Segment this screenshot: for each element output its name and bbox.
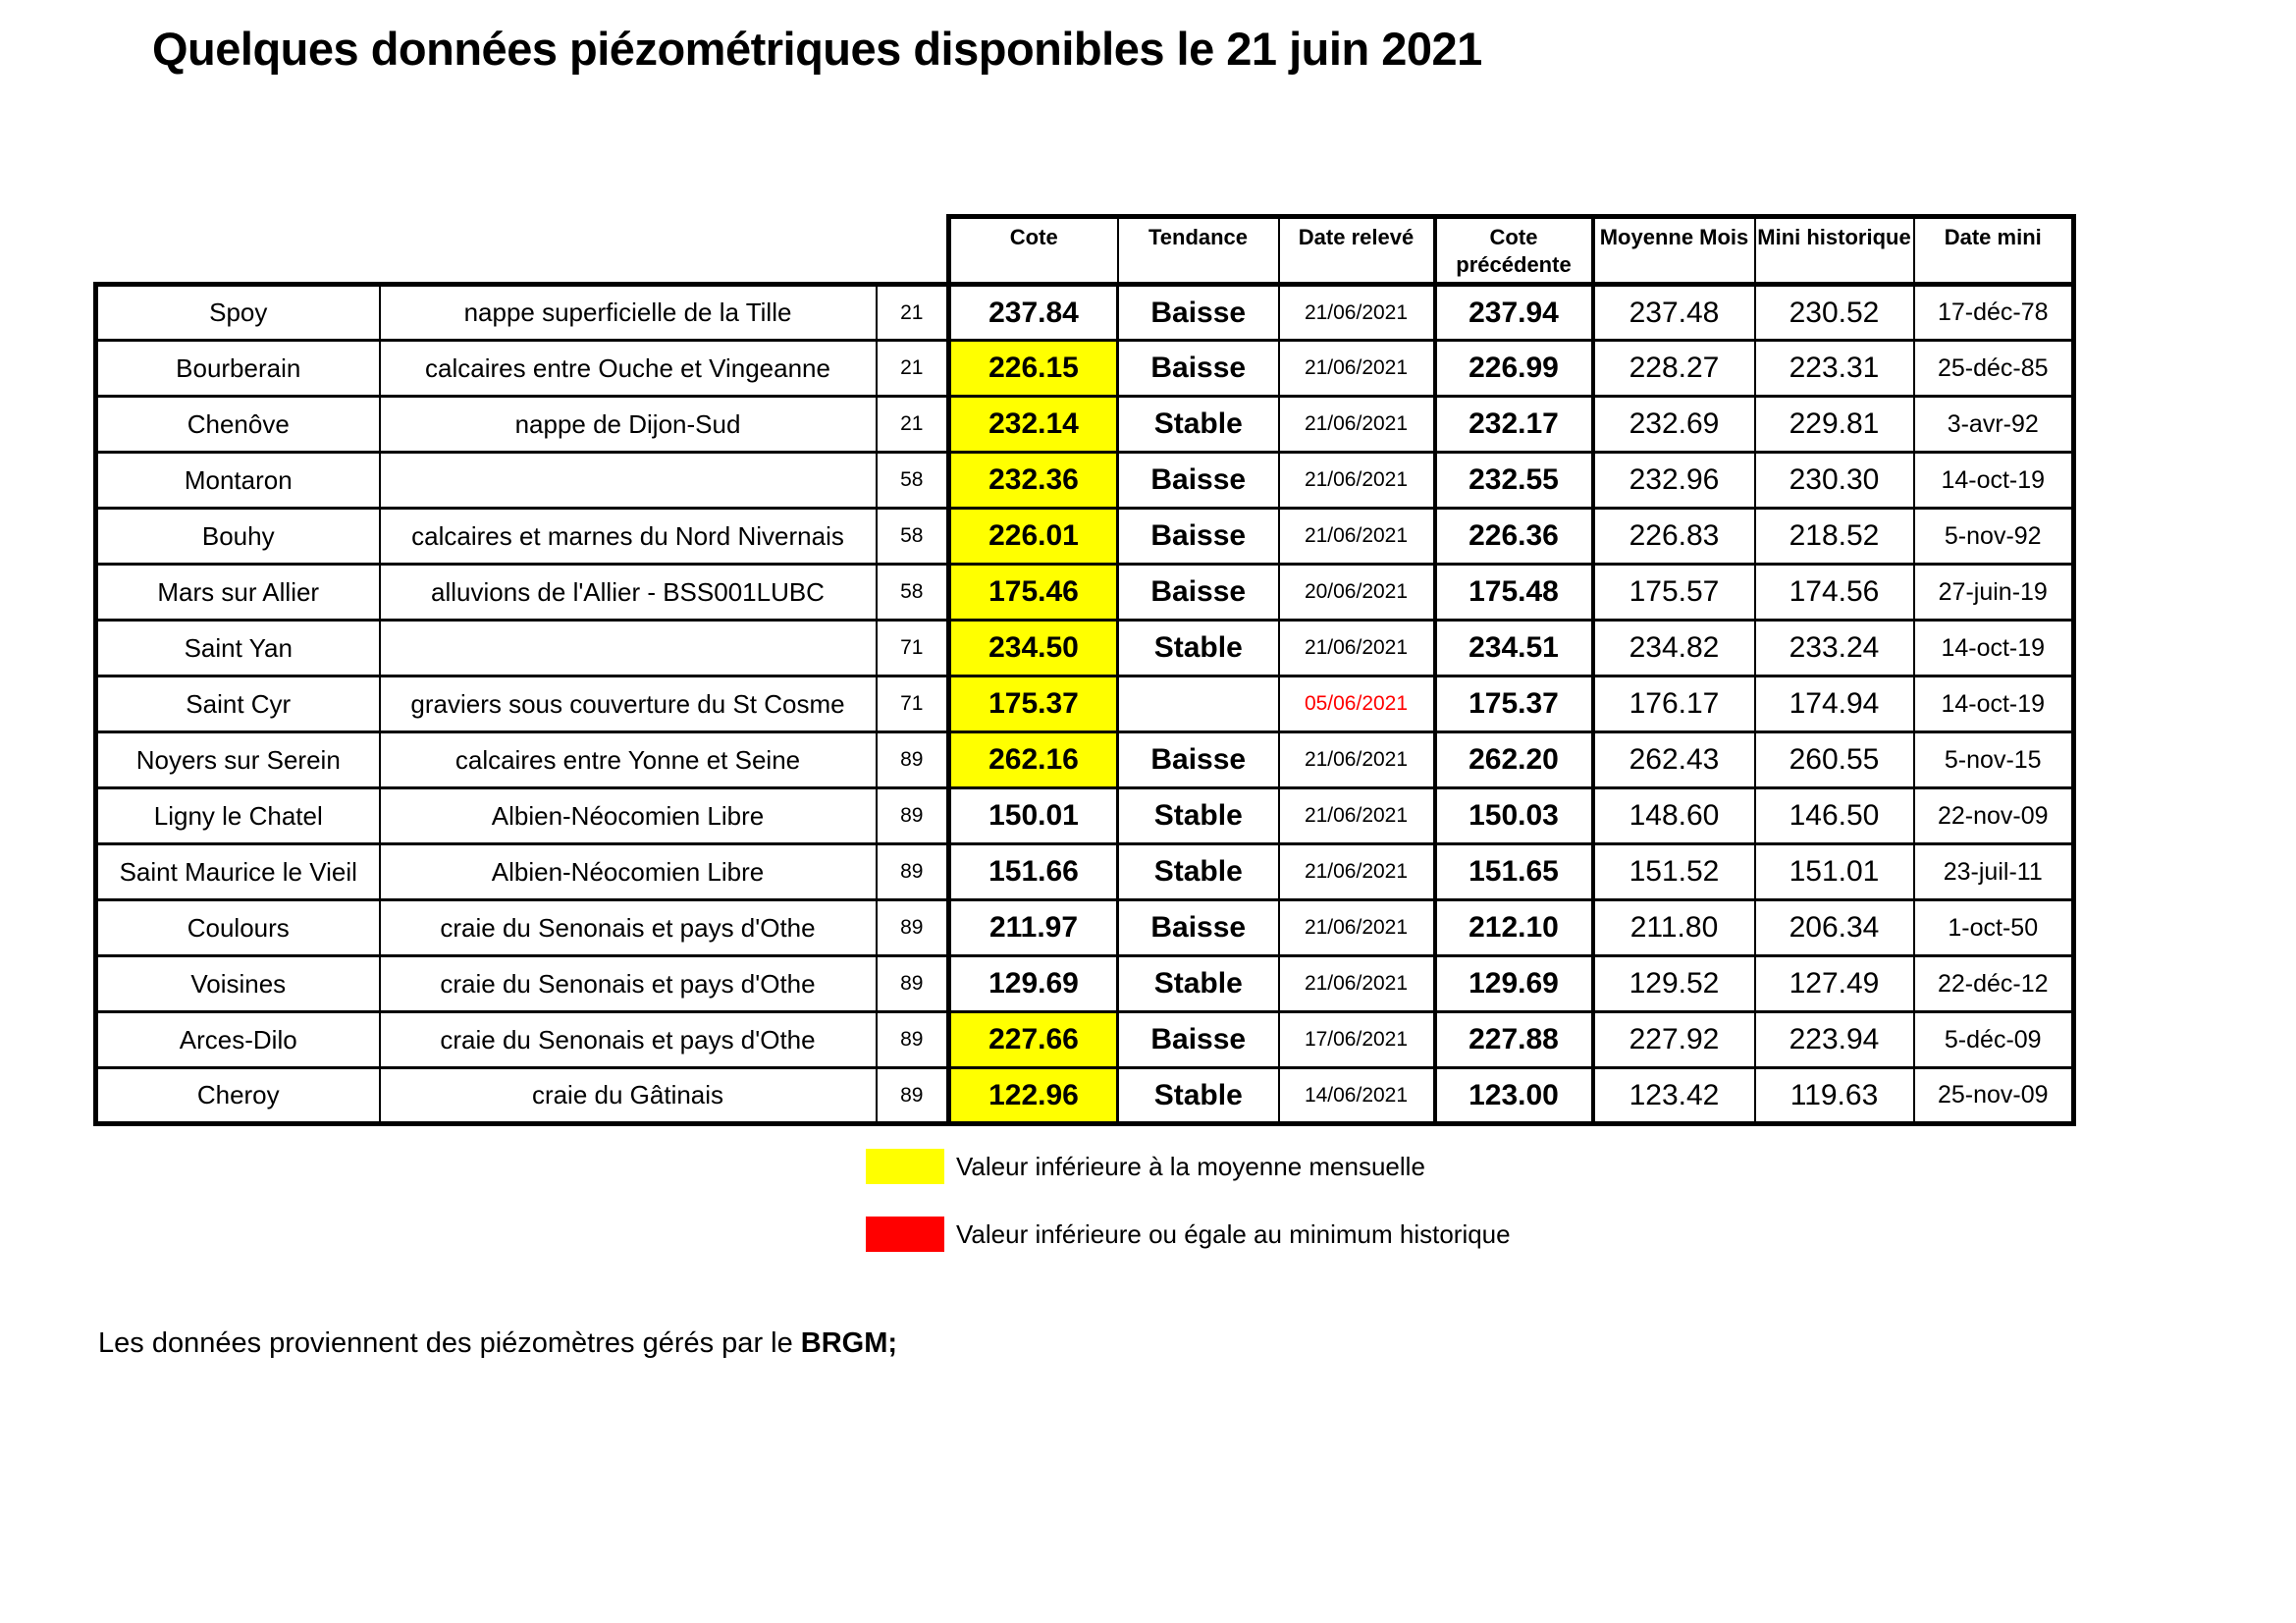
footer-brgm: BRGM; [800,1327,898,1359]
moyenne-mois-cell: 234.82 [1593,621,1755,676]
cote-cell: 227.66 [949,1012,1118,1068]
legend-color-swatch [866,1149,944,1184]
date-releve-cell: 21/06/2021 [1279,397,1435,453]
aquifer-cell: craie du Senonais et pays d'Othe [380,900,877,956]
mini-historique-cell: 233.24 [1755,621,1914,676]
moyenne-mois-cell: 232.96 [1593,453,1755,509]
table-header [96,217,2074,285]
page-title: Quelques données piézométriques disponibles le 21 juin 2021 [152,23,1482,75]
mini-historique-cell: 223.94 [1755,1012,1914,1068]
department-cell: 89 [877,900,949,956]
cote-cell: 175.37 [949,676,1118,732]
station-cell: Ligny le Chatel [96,788,380,844]
moyenne-mois-cell: 148.60 [1593,788,1755,844]
moyenne-mois-cell: 176.17 [1593,676,1755,732]
aquifer-cell: calcaires entre Yonne et Seine [380,732,877,788]
header-mini-historique: Mini historique [1755,217,1914,285]
tendance-cell: Baisse [1118,565,1279,621]
moyenne-mois-cell: 228.27 [1593,341,1755,397]
tendance-cell: Baisse [1118,341,1279,397]
table-row [96,732,2074,788]
mini-historique-cell: 206.34 [1755,900,1914,956]
moyenne-mois-cell: 237.48 [1593,285,1755,341]
date-releve-cell: 05/06/2021 [1279,676,1435,732]
moyenne-mois-cell: 123.42 [1593,1068,1755,1124]
date-releve-cell: 21/06/2021 [1279,900,1435,956]
cote-precedente-cell: 232.17 [1435,397,1593,453]
aquifer-cell: craie du Gâtinais [380,1068,877,1124]
table-row [96,900,2074,956]
date-releve-cell: 21/06/2021 [1279,453,1435,509]
cote-cell: 226.01 [949,509,1118,565]
cote-precedente-cell: 237.94 [1435,285,1593,341]
aquifer-cell [380,621,877,676]
aquifer-cell: graviers sous couverture du St Cosme [380,676,877,732]
date-mini-cell: 3-avr-92 [1914,397,2074,453]
table-row [96,956,2074,1012]
station-cell: Voisines [96,956,380,1012]
station-cell: Saint Maurice le Vieil [96,844,380,900]
date-mini-cell: 5-nov-15 [1914,732,2074,788]
tendance-cell: Baisse [1118,285,1279,341]
aquifer-cell: nappe de Dijon-Sud [380,397,877,453]
department-cell: 58 [877,453,949,509]
date-releve-cell: 21/06/2021 [1279,732,1435,788]
mini-historique-cell: 119.63 [1755,1068,1914,1124]
department-cell: 58 [877,565,949,621]
date-mini-cell: 14-oct-19 [1914,676,2074,732]
table-row [96,397,2074,453]
header-date-releve: Date relevé [1279,217,1435,285]
cote-precedente-cell: 150.03 [1435,788,1593,844]
date-mini-cell: 25-nov-09 [1914,1068,2074,1124]
cote-cell: 226.15 [949,341,1118,397]
tendance-cell: Stable [1118,956,1279,1012]
department-cell: 89 [877,844,949,900]
table-row [96,676,2074,732]
table-row [96,453,2074,509]
moyenne-mois-cell: 151.52 [1593,844,1755,900]
station-cell: Mars sur Allier [96,565,380,621]
table-row [96,844,2074,900]
date-releve-cell: 21/06/2021 [1279,844,1435,900]
date-releve-cell: 14/06/2021 [1279,1068,1435,1124]
department-cell: 58 [877,509,949,565]
table-row [96,285,2074,341]
cote-precedente-cell: 212.10 [1435,900,1593,956]
station-cell: Chenôve [96,397,380,453]
department-cell: 21 [877,285,949,341]
department-cell: 71 [877,676,949,732]
cote-cell: 211.97 [949,900,1118,956]
cote-precedente-cell: 227.88 [1435,1012,1593,1068]
station-cell: Cheroy [96,1068,380,1124]
tendance-cell [1118,676,1279,732]
cote-precedente-cell: 129.69 [1435,956,1593,1012]
cote-cell: 151.66 [949,844,1118,900]
header-cote: Cote [949,217,1118,285]
aquifer-cell: Albien-Néocomien Libre [380,788,877,844]
aquifer-cell: craie du Senonais et pays d'Othe [380,956,877,1012]
station-cell: Bouhy [96,509,380,565]
station-cell: Saint Cyr [96,676,380,732]
aquifer-cell: Albien-Néocomien Libre [380,844,877,900]
date-releve-cell: 21/06/2021 [1279,788,1435,844]
tendance-cell: Baisse [1118,1012,1279,1068]
mini-historique-cell: 230.52 [1755,285,1914,341]
department-cell: 71 [877,621,949,676]
table-row [96,788,2074,844]
aquifer-cell: nappe superficielle de la Tille [380,285,877,341]
date-mini-cell: 27-juin-19 [1914,565,2074,621]
header-cote-precedente: Cote précédente [1435,217,1593,285]
date-mini-cell: 1-oct-50 [1914,900,2074,956]
header-spacer [96,217,949,285]
department-cell: 21 [877,341,949,397]
tendance-cell: Baisse [1118,900,1279,956]
date-releve-cell: 17/06/2021 [1279,1012,1435,1068]
department-cell: 89 [877,1012,949,1068]
table-body [96,285,2074,1124]
piezometric-table [93,214,2076,1126]
date-mini-cell: 22-déc-12 [1914,956,2074,1012]
cote-precedente-cell: 175.48 [1435,565,1593,621]
date-mini-cell: 14-oct-19 [1914,453,2074,509]
mini-historique-cell: 146.50 [1755,788,1914,844]
department-cell: 89 [877,956,949,1012]
moyenne-mois-cell: 129.52 [1593,956,1755,1012]
station-cell: Arces-Dilo [96,1012,380,1068]
department-cell: 21 [877,397,949,453]
cote-cell: 262.16 [949,732,1118,788]
table-row [96,509,2074,565]
cote-cell: 122.96 [949,1068,1118,1124]
footer-text: Les données proviennent des piézomètres gérés par le [98,1327,801,1359]
legend-label: Valeur inférieure ou égale au minimum historique [956,1218,1511,1249]
moyenne-mois-cell: 226.83 [1593,509,1755,565]
date-releve-cell: 21/06/2021 [1279,621,1435,676]
tendance-cell: Baisse [1118,732,1279,788]
legend [866,1149,1511,1252]
legend-row [866,1149,1511,1184]
cote-precedente-cell: 226.99 [1435,341,1593,397]
header-date-mini: Date mini [1914,217,2074,285]
cote-cell: 150.01 [949,788,1118,844]
piezometric-table-wrap [93,214,2076,1126]
cote-cell: 175.46 [949,565,1118,621]
legend-color-swatch [866,1217,944,1252]
mini-historique-cell: 151.01 [1755,844,1914,900]
mini-historique-cell: 174.56 [1755,565,1914,621]
aquifer-cell: calcaires et marnes du Nord Nivernais [380,509,877,565]
aquifer-cell [380,453,877,509]
moyenne-mois-cell: 227.92 [1593,1012,1755,1068]
footer-note [98,1327,897,1360]
moyenne-mois-cell: 232.69 [1593,397,1755,453]
station-cell: Saint Yan [96,621,380,676]
aquifer-cell: craie du Senonais et pays d'Othe [380,1012,877,1068]
tendance-cell: Baisse [1118,453,1279,509]
date-releve-cell: 21/06/2021 [1279,509,1435,565]
station-cell: Bourberain [96,341,380,397]
cote-cell: 237.84 [949,285,1118,341]
date-releve-cell: 21/06/2021 [1279,285,1435,341]
cote-precedente-cell: 151.65 [1435,844,1593,900]
department-cell: 89 [877,732,949,788]
cote-cell: 232.36 [949,453,1118,509]
legend-label: Valeur inférieure à la moyenne mensuelle [956,1151,1425,1181]
cote-precedente-cell: 234.51 [1435,621,1593,676]
date-mini-cell: 25-déc-85 [1914,341,2074,397]
table-row [96,341,2074,397]
date-mini-cell: 22-nov-09 [1914,788,2074,844]
date-mini-cell: 14-oct-19 [1914,621,2074,676]
cote-cell: 234.50 [949,621,1118,676]
mini-historique-cell: 127.49 [1755,956,1914,1012]
mini-historique-cell: 260.55 [1755,732,1914,788]
date-mini-cell: 23-juil-11 [1914,844,2074,900]
table-header-row [96,217,2074,285]
mini-historique-cell: 230.30 [1755,453,1914,509]
date-releve-cell: 21/06/2021 [1279,341,1435,397]
table-row [96,1068,2074,1124]
aquifer-cell: alluvions de l'Allier - BSS001LUBC [380,565,877,621]
tendance-cell: Stable [1118,1068,1279,1124]
cote-precedente-cell: 262.20 [1435,732,1593,788]
table-row [96,565,2074,621]
cote-precedente-cell: 226.36 [1435,509,1593,565]
tendance-cell: Baisse [1118,509,1279,565]
cote-precedente-cell: 123.00 [1435,1068,1593,1124]
station-cell: Coulours [96,900,380,956]
cote-precedente-cell: 175.37 [1435,676,1593,732]
tendance-cell: Stable [1118,621,1279,676]
header-tendance: Tendance [1118,217,1279,285]
department-cell: 89 [877,1068,949,1124]
date-releve-cell: 20/06/2021 [1279,565,1435,621]
date-releve-cell: 21/06/2021 [1279,956,1435,1012]
table-row [96,1012,2074,1068]
tendance-cell: Stable [1118,844,1279,900]
cote-precedente-cell: 232.55 [1435,453,1593,509]
date-mini-cell: 5-nov-92 [1914,509,2074,565]
mini-historique-cell: 229.81 [1755,397,1914,453]
moyenne-mois-cell: 175.57 [1593,565,1755,621]
moyenne-mois-cell: 262.43 [1593,732,1755,788]
mini-historique-cell: 174.94 [1755,676,1914,732]
legend-row [866,1217,1511,1252]
moyenne-mois-cell: 211.80 [1593,900,1755,956]
date-mini-cell: 17-déc-78 [1914,285,2074,341]
mini-historique-cell: 223.31 [1755,341,1914,397]
station-cell: Spoy [96,285,380,341]
station-cell: Montaron [96,453,380,509]
date-mini-cell: 5-déc-09 [1914,1012,2074,1068]
aquifer-cell: calcaires entre Ouche et Vingeanne [380,341,877,397]
header-moyenne-mois: Moyenne Mois [1593,217,1755,285]
cote-cell: 232.14 [949,397,1118,453]
department-cell: 89 [877,788,949,844]
station-cell: Noyers sur Serein [96,732,380,788]
cote-cell: 129.69 [949,956,1118,1012]
table-row [96,621,2074,676]
mini-historique-cell: 218.52 [1755,509,1914,565]
tendance-cell: Stable [1118,788,1279,844]
tendance-cell: Stable [1118,397,1279,453]
